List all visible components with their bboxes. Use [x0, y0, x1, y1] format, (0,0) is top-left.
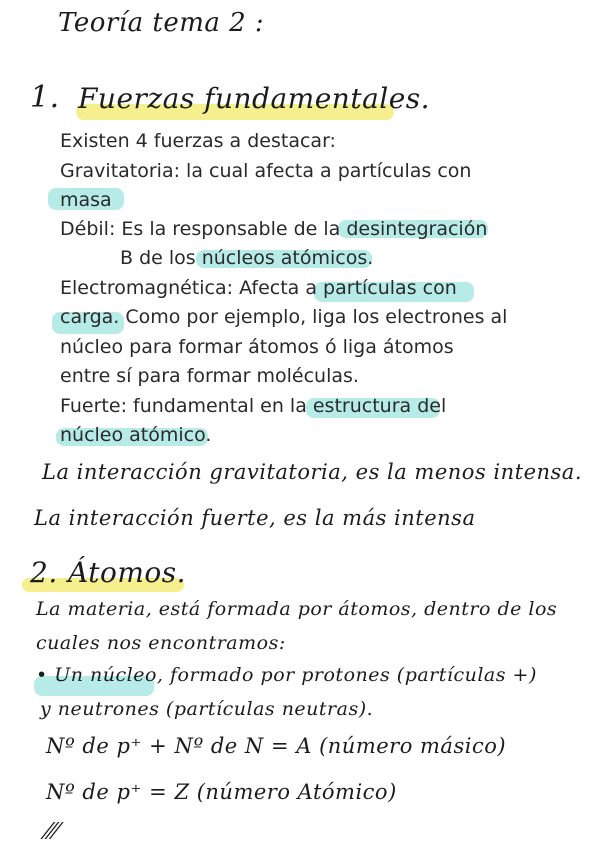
handwritten-line: cuales nos encontramos: — [36, 632, 286, 654]
handwritten-line: La materia, está formada por átomos, dentro de los — [36, 598, 558, 620]
text-line: núcleo atómico. — [60, 424, 212, 446]
handwritten-line: Nº de p⁺ + Nº de N = A (número másico) — [46, 734, 507, 758]
handwritten-line: y neutrones (partículas neutras). — [40, 698, 374, 720]
section-number: 2. — [30, 556, 58, 589]
text-line: Débil: Es la responsable de la desintegración — [60, 218, 488, 240]
section-heading: Fuerzas fundamentales. — [78, 82, 431, 115]
text-line: núcleo para formar átomos ó liga átomos — [60, 336, 454, 358]
page-title: Teoría tema 2 : — [58, 8, 265, 38]
text-line: masa — [60, 189, 112, 211]
section-heading: Átomos. — [68, 556, 187, 589]
text-line: Gravitatoria: la cual afecta a partículas con — [60, 160, 472, 182]
handwritten-line: • Un núcleo, formado por protones (partículas +) — [36, 664, 537, 686]
text-line: Existen 4 fuerzas a destacar: — [60, 130, 336, 152]
text-line: B de los núcleos atómicos. — [120, 247, 374, 269]
text-line: Electromagnética: Afecta a partículas con — [60, 277, 457, 299]
text-line: Fuerte: fundamental en la estructura del — [60, 395, 447, 417]
text-line: carga. Como por ejemplo, liga los electrones al — [60, 306, 508, 328]
handwritten-line: Nº de p⁺ = Z (número Atómico) — [46, 780, 397, 804]
section-number: 1. — [30, 80, 60, 115]
handwritten-line: ⁄⁄⁄ — [46, 820, 59, 845]
handwritten-note: La interacción fuerte, es la más intensa — [34, 506, 476, 530]
text-line: entre sí para formar moléculas. — [60, 365, 359, 387]
handwritten-note: La interacción gravitatoria, es la menos intensa. — [42, 460, 582, 484]
